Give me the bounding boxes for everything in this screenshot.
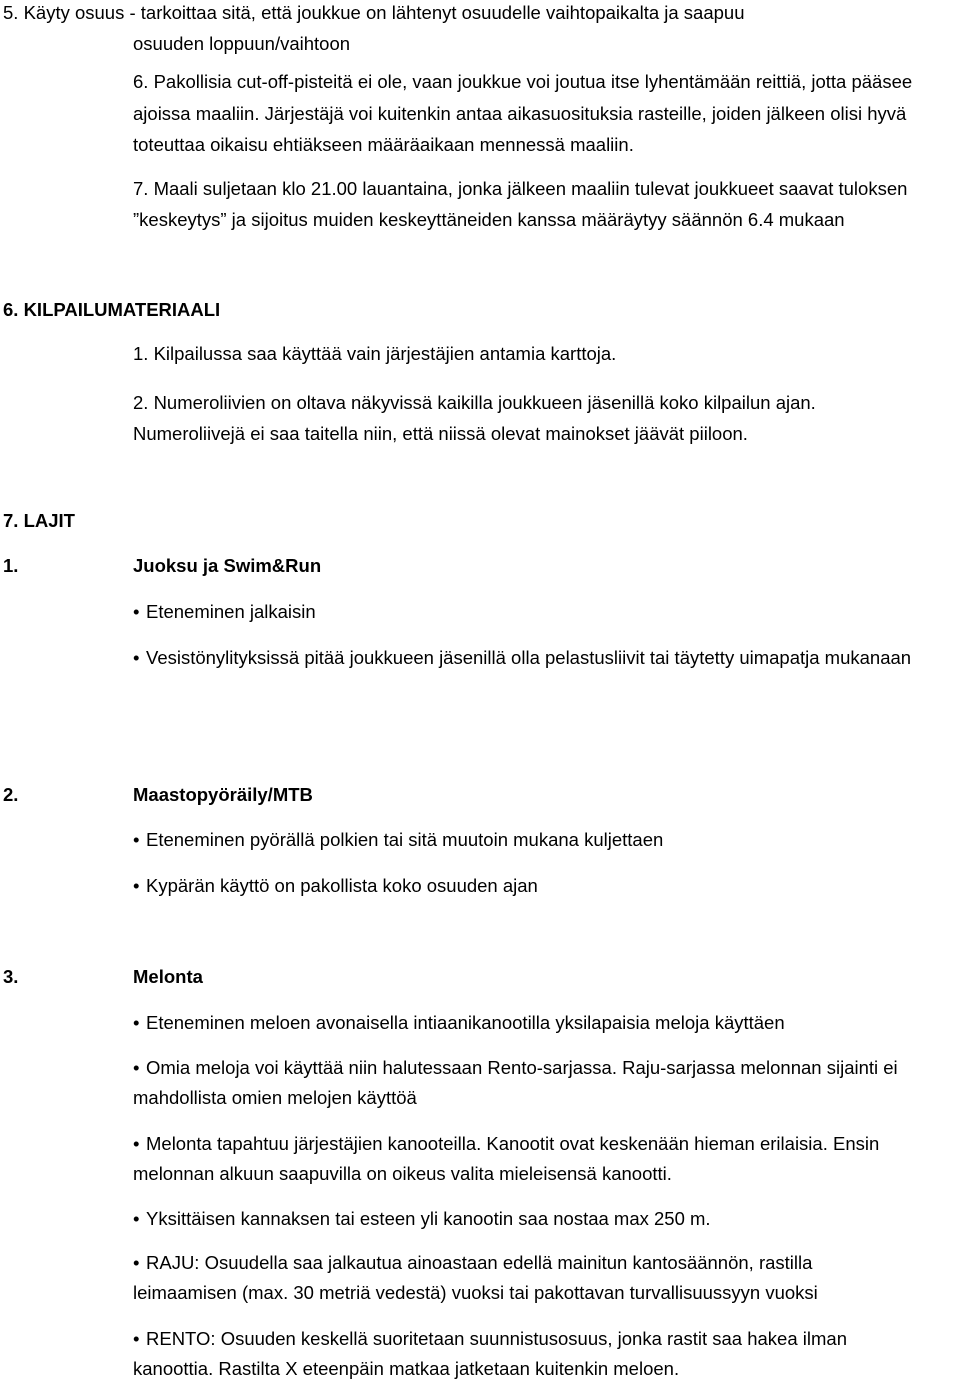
- subsection-2-bullet-1: [133, 825, 955, 855]
- rule-5-line-1: 5. Käyty osuus - tarkoittaa sitä, että joukkue on lähtenyt osuudelle vaihtopaikalta ja saapuu: [3, 2, 745, 23]
- subsection-1-bullet-2: [133, 643, 955, 673]
- bullet-icon: •: [133, 829, 140, 850]
- subsection-3-bullet-5: [133, 1248, 955, 1278]
- rule-6-line-2: ajoissa maaliin. Järjestäjä voi kuitenkin antaa aikasuosituksia rasteille, joiden jälkeen olisi hyvä: [133, 103, 907, 124]
- subsection-2-heading: [3, 780, 313, 810]
- subsection-1-heading: [3, 551, 321, 581]
- bullet-text: Eteneminen jalkaisin: [146, 601, 316, 622]
- bullet-text: Eteneminen pyörällä polkien tai sitä muutoin mukana kuljettaen: [146, 829, 664, 850]
- rule-7-line-1: 7. Maali suljetaan klo 21.00 lauantaina, jonka jälkeen maaliin tulevat joukkueet saavat tuloksen: [133, 178, 908, 199]
- bullet-icon: •: [133, 1133, 140, 1154]
- rule-5-line-2: osuuden loppuun/vaihtoon: [133, 33, 351, 54]
- subsection-3-bullet-3: [133, 1129, 955, 1159]
- bullet-icon: •: [133, 1057, 140, 1078]
- bullet-text: RENTO: Osuuden keskellä suoritetaan suunnistusosuus, jonka rastit saa hakea ilman: [146, 1328, 847, 1349]
- bullet-icon: •: [133, 1328, 140, 1349]
- subsection-3-number: 3.: [3, 966, 19, 987]
- bullet-icon: •: [133, 647, 140, 668]
- subsection-3-bullet-4: [133, 1204, 955, 1234]
- subsection-3-title: Melonta: [133, 966, 203, 987]
- bullet-icon: •: [133, 1012, 140, 1033]
- section-6-item-1: 1. Kilpailussa saa käyttää vain järjestäjien antamia karttoja.: [133, 343, 617, 364]
- rule-6-line-3: toteuttaa oikaisu ehtiäkseen määräaikaan mennessä maaliin.: [133, 134, 634, 155]
- subsection-3-bullet-2: [133, 1053, 955, 1083]
- bullet-text: RAJU: Osuudella saa jalkautua ainoastaan edellä mainitun kantosäännön, rastilla: [146, 1252, 813, 1273]
- subsection-1-number: 1.: [3, 555, 19, 576]
- section-6-item-2-line-1: 2. Numeroliivien on oltava näkyvissä kaikilla joukkueen jäsenillä koko kilpailun ajan.: [133, 392, 816, 413]
- subsection-3-bullet-2-cont: mahdollista omien melojen käyttöä: [133, 1087, 417, 1108]
- rule-6-line-1: 6. Pakollisia cut-off-pisteitä ei ole, vaan joukkue voi joutua itse lyhentämään reittiä, jotta pääsee: [133, 71, 913, 92]
- bullet-text: Melonta tapahtuu järjestäjien kanooteilla. Kanootit ovat keskenään hieman erilaisia. Ensin: [146, 1133, 880, 1154]
- section-6-item-2-line-2: Numeroliivejä ei saa taitella niin, että niissä olevat mainokset jäävät piiloon.: [133, 423, 748, 444]
- bullet-text: Eteneminen meloen avonaisella intiaanikanootilla yksilapaisia meloja käyttäen: [146, 1012, 785, 1033]
- section-6-title: 6. KILPAILUMATERIAALI: [3, 299, 221, 320]
- bullet-icon: •: [133, 1208, 140, 1229]
- subsection-2-bullet-2: [133, 871, 955, 901]
- bullet-icon: •: [133, 875, 140, 896]
- subsection-3-bullet-6: [133, 1324, 955, 1354]
- bullet-text: Yksittäisen kannaksen tai esteen yli kanootin saa nostaa max 250 m.: [146, 1208, 711, 1229]
- subsection-3-bullet-1: [133, 1008, 955, 1038]
- bullet-icon: •: [133, 1252, 140, 1273]
- bullet-text: Omia meloja voi käyttää niin halutessaan Rento-sarjassa. Raju-sarjassa melonnan sijainti ei: [146, 1057, 898, 1078]
- subsection-2-title: Maastopyöräily/MTB: [133, 784, 313, 805]
- bullet-text: Kypärän käyttö on pakollista koko osuuden ajan: [146, 875, 538, 896]
- subsection-3-bullet-3-cont: melonnan alkuun saapuvilla on oikeus valita mieleisensä kanootti.: [133, 1163, 672, 1184]
- subsection-3-bullet-6-cont: kanoottia. Rastilta X eteenpäin matkaa jatketaan kuitenkin meloen.: [133, 1358, 680, 1379]
- bullet-text: Vesistönylityksissä pitää joukkueen jäsenillä olla pelastusliivit tai täytetty uimapatja mukanaan: [146, 647, 912, 668]
- subsection-3-heading: [3, 962, 203, 992]
- rule-7-line-2: ”keskeytys” ja sijoitus muiden keskeyttäneiden kanssa määräytyy säännön 6.4 mukaan: [133, 209, 845, 230]
- subsection-2-number: 2.: [3, 784, 19, 805]
- section-7-title: 7. LAJIT: [3, 510, 75, 531]
- bullet-icon: •: [133, 601, 140, 622]
- subsection-1-bullet-1: [133, 597, 955, 627]
- subsection-1-title: Juoksu ja Swim&Run: [133, 555, 322, 576]
- subsection-3-bullet-5-cont: leimaamisen (max. 30 metriä vedestä) vuoksi tai pakottavan turvallisuussyyn vuoksi: [133, 1282, 818, 1303]
